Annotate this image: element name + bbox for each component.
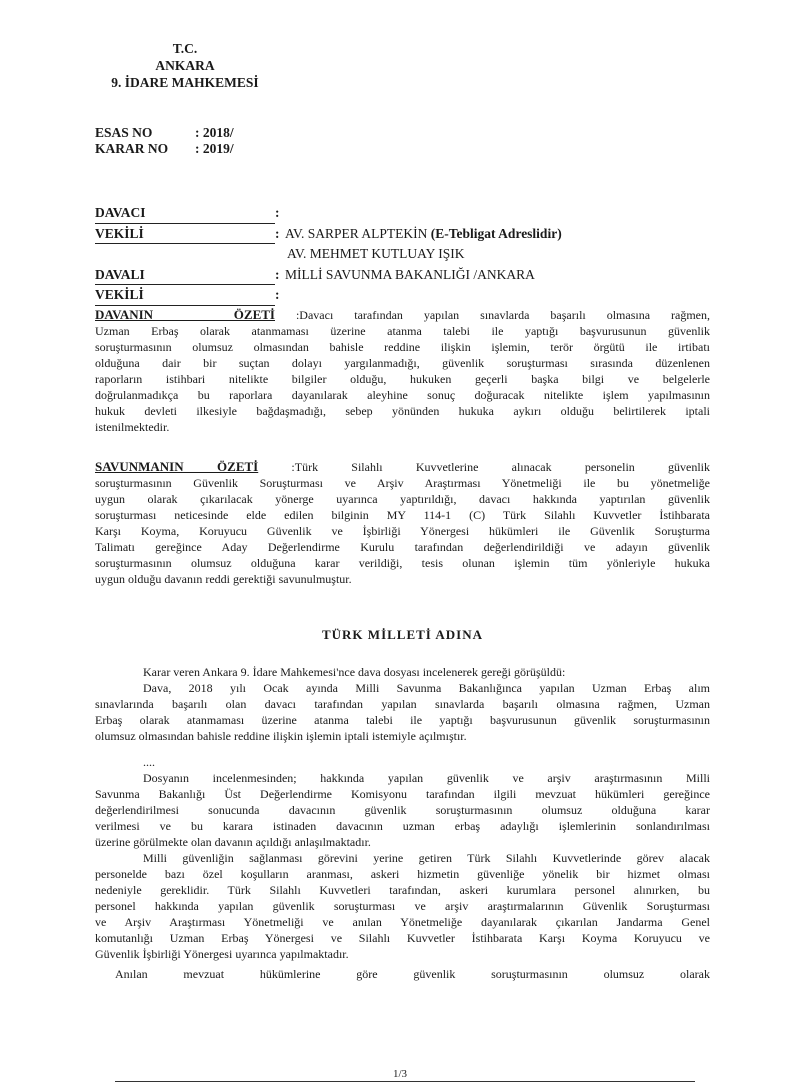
savunmanin-ozeti-line-0 xyxy=(95,459,710,475)
body-p3-line-4: üzerine görülmekte olan davanın açıldığı anlaşılmaktadır. xyxy=(95,835,371,849)
vekili-colon-2: : xyxy=(275,287,280,302)
davanin-ozeti-line-1: Uzman Erbaş olarak atanmaması üzerine atanma talebi ile yaptığı başvurusunun güvenlik xyxy=(95,324,710,338)
lawyer-name-1: AV. SARPER ALPTEKİN xyxy=(285,225,428,241)
parties-section xyxy=(95,203,715,306)
savunmanin-ozeti-label: SAVUNMANIN ÖZETİ xyxy=(95,459,259,474)
vekili-label-1: VEKİLİ xyxy=(95,224,275,245)
lawyer-name-2: AV. MEHMET KUTLUAY IŞIK xyxy=(287,246,465,261)
body-p3-line-1: Savunma Bakanlığı Üst Değerlendirme Komisyonu tarafından ilgili mevzuat hükümleri gereğince xyxy=(95,787,710,801)
davanin-ozeti-line-3: olduğuna dair bir suçtan dolayı yargılanmadığı, güvenlik soruşturması sırasında düzenlenen xyxy=(95,356,710,370)
esas-label: ESAS NO xyxy=(95,125,153,140)
esas-value: : 2018/ xyxy=(195,125,234,140)
body-p4-line-5: komutanlığı Uzman Erbaş Yönergesi ve Silahlı Kuvvetler İstihbarata Karşı Koyma Koruyucu ve xyxy=(95,931,710,945)
body-p4-line-0: Milli güvenliğin sağlanması görevini yerine getiren Türk Silahlı Kuvvetlerinde görev alacak xyxy=(143,851,710,865)
esas-row xyxy=(95,125,234,141)
vekili-label-2: VEKİLİ xyxy=(95,285,275,306)
savunmanin-ozeti-section xyxy=(95,459,710,587)
body-p3-line-3: verilmesi ve bu karara istinaden davacının uzman erbaş adaylığı işlemlerinin sonlandırılması xyxy=(95,819,710,833)
davaci-value xyxy=(285,203,715,224)
davaci-row xyxy=(95,203,715,224)
body-p2-line-0: Dava, 2018 yılı Ocak ayında Milli Savunma Bakanlığınca yapılan Uzman Erbaş alım xyxy=(143,681,710,695)
savunmanin-ozeti-text-0: :Türk Silahlı Kuvvetlerine alınacak personelin güvenlik xyxy=(258,460,710,474)
savunmanin-ozeti-line-7: uygun olduğu davanın reddi gerektiği savunulmuştur. xyxy=(95,572,352,586)
davanin-ozeti-line-6: hukuk devleti ilkesiyle bağdaşmadığı, sebep yönünden hukuka aykırı olduğu belirtilerek iptali xyxy=(95,404,710,418)
vekili-row-2 xyxy=(95,285,715,306)
karar-row xyxy=(95,141,234,157)
header-tc: T.C. xyxy=(172,41,198,56)
davanin-ozeti-line-7: istenilmektedir. xyxy=(95,420,170,434)
karar-value: : 2019/ xyxy=(195,141,234,156)
body-p3-line-2: değerlendirilmesi sonucunda davacının güvenlik soruşturmasının olumsuz olduğuna karar xyxy=(95,803,710,817)
savunmanin-ozeti-line-3: soruşturması neticesinde elde edilen bilginin MY 114-1 (C) Türk Silahlı Kuvvetler İstihbarata xyxy=(95,508,710,522)
section-title: TÜRK MİLLETİ ADINA xyxy=(321,627,484,642)
body-ellipsis: .... xyxy=(143,755,155,769)
body-p5-line-0: Anılan mevzuat hükümlerine göre güvenlik soruşturmasının olumsuz olarak xyxy=(115,967,710,981)
davali-label: DAVALI xyxy=(95,265,275,286)
body-p4-line-3: personel hakkında yapılan güvenlik soruşturması ve arşiv araştırmalarının Güvenlik Soruşturması xyxy=(95,899,710,913)
davaci-label: DAVACI xyxy=(95,203,275,224)
davanin-ozeti-label: DAVANIN ÖZETİ xyxy=(95,307,275,322)
davali-row xyxy=(95,265,715,286)
body-p2-line-3: olumsuz olmasından bahisle reddine ilişkin işlemin iptali istemiyle açılmıştır. xyxy=(95,729,467,743)
savunmanin-ozeti-line-6: soruşturmasının olumsuz olduğuna karar verildiği, tesis olunan işlemin tüm yönleriyle hukuka xyxy=(95,556,710,570)
vekili-value-1 xyxy=(285,224,715,245)
davanin-ozeti-line-4: raporların istihbari nitelikte bilgiler olduğu, hukuken geçerli başka bilgi ve belgelerle xyxy=(95,372,710,386)
body-p2-line-2: Erbaş olarak atanmaması üzerine atanma talebi ile yaptığı başvurusunun güvenlik soruşturmasının xyxy=(95,713,710,727)
savunmanin-ozeti-line-4: Karşı Koyma, Koruyucu Güvenlik ve İşbirliği Yönergesi hükümleri ile Güvenlik Soruşturma xyxy=(95,524,710,538)
karar-label: KARAR NO xyxy=(95,141,169,156)
vekili-row-1 xyxy=(95,224,715,245)
body-p4-line-2: nedeniyle gereklidir. Türk Silahlı Kuvvetleri tarafından, askeri kurumlara personel alınırken, bu xyxy=(95,883,710,897)
body-p4-line-6: Güvenlik İşbirliği Yönergesi uyarınca yapılmaktadır. xyxy=(95,947,349,961)
vekili-colon-1: : xyxy=(275,225,280,241)
davanin-ozeti-line-2: soruşturmasının olumsuz olmasından bahisle reddine ilişkin işlemin, terör örgütü ile irtibatı xyxy=(95,340,710,354)
davaci-colon: : xyxy=(275,205,280,220)
vekili-value-2 xyxy=(285,285,715,306)
davanin-ozeti-line-0 xyxy=(95,307,710,323)
savunmanin-ozeti-line-1: soruşturmasının Güvenlik Soruşturması ve Arşiv Araştırması Yönetmeliği ile bu yönetmeliğe xyxy=(95,476,710,490)
footer-divider xyxy=(115,1081,695,1082)
body-p4-line-4: ve Arşiv Araştırması Yönetmeliği ve anılan Yönetmeliğe dayanılarak çıkarılan Jandarma Genel xyxy=(95,915,710,929)
body-p2-line-1: sınavlarında başarılı olan davacı tarafından yapılan sınavlarda başarılı olmasına rağmen, Uzman xyxy=(95,697,710,711)
court-header xyxy=(0,40,370,91)
davanin-ozeti-section xyxy=(95,307,710,435)
body-p4-line-1: personelde bazı özel koşulların aranması, askeri hizmetin güvenliğe yönelik bir hizmet olması xyxy=(95,867,710,881)
case-numbers xyxy=(95,125,234,157)
davali-value: MİLLİ SAVUNMA BAKANLIĞI /ANKARA xyxy=(285,266,535,282)
body-paragraph-1: Karar veren Ankara 9. İdare Mahkemesi'nce dava dosyası incelenerek gereği görüşüldü: xyxy=(143,665,566,679)
header-court: 9. İDARE MAHKEMESİ xyxy=(111,75,259,90)
decision-body xyxy=(95,664,710,982)
savunmanin-ozeti-line-5: Talimatı gereğince Aday Değerlendirme Kurulu tarafından değerlendirildiği ve adayın güvenlik xyxy=(95,540,710,554)
davali-colon: : xyxy=(275,266,280,282)
page-number: 1/3 xyxy=(392,1068,408,1080)
davanin-ozeti-text-0: :Davacı tarafından yapılan sınavlarda başarılı olmasına rağmen, xyxy=(275,308,710,322)
davanin-ozeti-line-5: doğrulanmadıkça bu raporlara dayanılarak aleyhine sonuç doğuracak nitelikte işlem yapılmasının xyxy=(95,388,710,402)
header-city: ANKARA xyxy=(155,58,215,73)
body-p3-line-0: Dosyanın incelenmesinden; hakkında yapılan güvenlik ve arşiv araştırmasının Milli xyxy=(143,771,710,785)
savunmanin-ozeti-line-2: uygun olarak çıkarılacak yönerge uyarınca yaptırıldığı, davacı hakkında yaptırılan güvenlik xyxy=(95,492,710,506)
e-tebligat-note: (E-Tebligat Adreslidir) xyxy=(427,225,562,241)
